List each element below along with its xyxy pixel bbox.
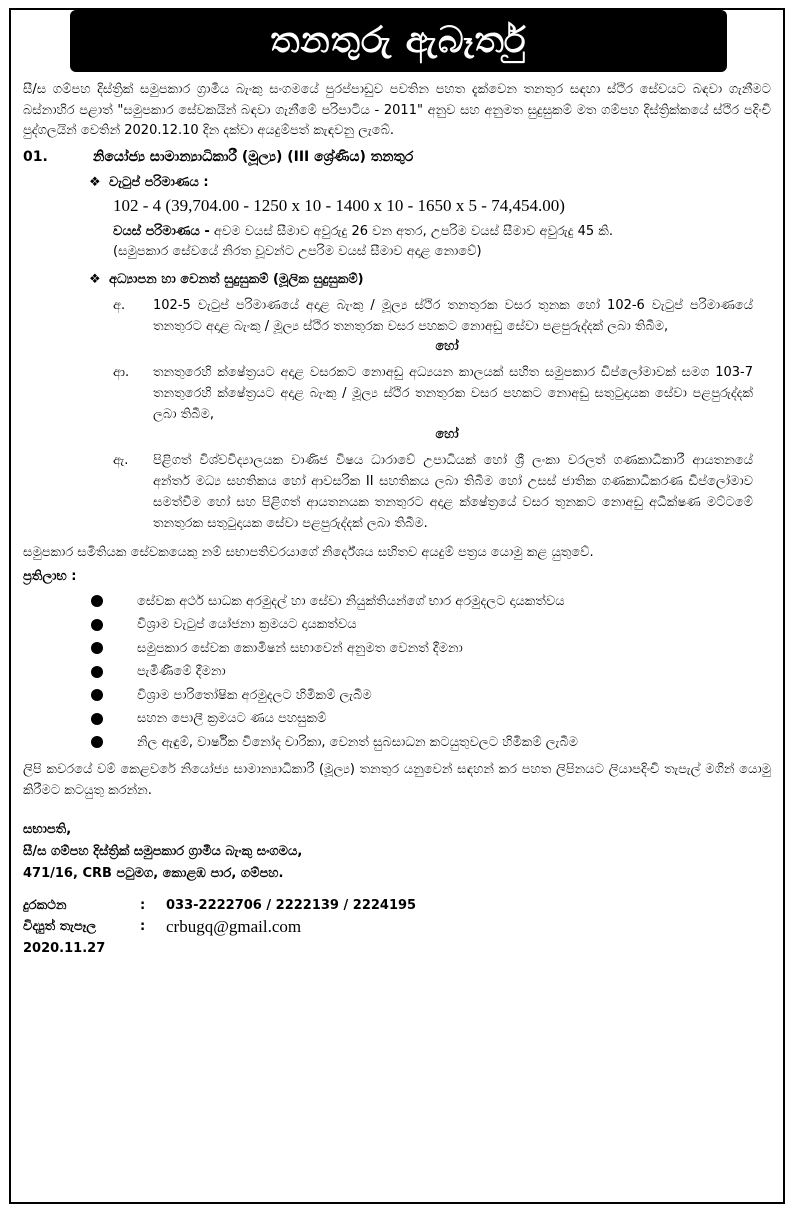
or-separator: හෝ — [435, 338, 459, 354]
bullet-icon — [91, 666, 103, 678]
list-item — [23, 613, 771, 637]
phone-numbers: 033-2222706 / 2222139 / 2224195 — [166, 898, 417, 913]
bullet-icon — [91, 736, 103, 748]
email-row — [23, 916, 771, 937]
list-item — [23, 637, 771, 661]
advertisement-page — [9, 8, 785, 1204]
page-title: තනතුරු ඇබෑර්තු — [70, 10, 727, 72]
age-text: අවම වයස් සීමාව අවුරුදු 26 වන අතර, උපරිම වයස් සීමාව අවුරුදු 45 කි. — [213, 223, 614, 239]
benefits-list — [23, 590, 771, 755]
option-letter: ආ. — [113, 364, 130, 380]
cooperative-note: සමුපකාර සමිතියක සේවකයෙකු නම් සභාපතිවරයාගේ නිර්දේශය සහිතව අයදුම් පත්‍රය යොමු කළ යුතුවේ. — [23, 544, 594, 560]
qualification-option — [23, 362, 771, 425]
closing-paragraph: ලිපි කවරයේ වම් කෙළවරේ නියෝජ්‍ය සාමාන්‍යාධිකාරී (මූල්‍ය) තනතුර යනුවෙන් සඳහන් කර පහත ලිපිනයට ලියාපදිංචි තැපැල් මගින් යොමු කිරීමට කටයුතු කරන්න. — [23, 762, 771, 798]
diamond-bullet-icon: ❖ — [89, 174, 101, 190]
age-requirement — [113, 222, 771, 262]
colon: : — [140, 919, 146, 934]
bullet-icon — [91, 642, 103, 654]
signatory-role: සභාපති, — [23, 822, 72, 837]
contact-block — [23, 895, 771, 937]
organization-address: 471/16, CRB පටුමග, කොළඹ පාර, ගම්පහ. — [23, 866, 284, 881]
benefit-text: සේවක අර්ථ සාධක අරමුදල් හා සේවා නියුක්තියන්ගේ භාර අරමුදලට දායකත්වය — [137, 593, 565, 609]
phone-label: දුරකථන — [23, 898, 67, 913]
benefit-text: සමුපකාර සේවක කොමිෂන් සභාවෙන් අනුමත වෙනත් දීමනා — [137, 640, 463, 656]
advertisement-body — [23, 80, 771, 956]
benefit-text: විශ්‍රාම පාරිතෝෂික අරමුදලට හිමිකම් ලැබීම — [137, 687, 372, 703]
email-label: විද්‍යුත් තැපෑල — [23, 919, 97, 934]
benefit-text: පැමිණීමේ දීමනා — [137, 664, 226, 680]
list-item — [23, 731, 771, 755]
salary-heading-row — [89, 175, 771, 190]
qualifications-heading: අධ්‍යාපන හා වෙනත් සුදුසුකම් (මූලික සුදුසුකම්) — [109, 271, 364, 287]
post-number: 01. — [23, 148, 48, 165]
colon: : — [140, 898, 146, 913]
publication-date: 2020.11.27 — [23, 941, 106, 956]
qualification-option — [23, 450, 771, 534]
signature-block — [23, 819, 771, 885]
option-letter: ඇ. — [113, 452, 129, 468]
benefits-heading: ප්‍රතිලාභ : — [23, 568, 77, 584]
age-label: වයස් පරිමාණය - — [113, 223, 210, 239]
benefit-text: විශ්‍රාම වැටුප් යෝජනා ක්‍රමයට දායකත්වය — [137, 617, 357, 633]
bullet-icon — [91, 689, 103, 701]
email-address[interactable]: crbugq@gmail.com — [166, 917, 302, 936]
list-item — [23, 684, 771, 708]
qualification-option — [23, 295, 771, 337]
benefit-text: නිල ඇඳුම්, වාර්ෂික විනෝද චාරිකා, වෙනත් සුබසාධන කටයුතුවලට හිමිකම් ලැබීම — [137, 734, 578, 750]
diamond-bullet-icon: ❖ — [89, 271, 101, 287]
bullet-icon — [91, 619, 103, 631]
option-text: පිළිගත් විශ්වවිද්‍යාලයක වාණිජ විෂය ධාරාවේ උපාධියක් හෝ ශ්‍රී ලංකා වරලත් ගණකාධිකාරී ආයතනයේ අන්තර් මධ්‍ය සහතිකය හෝ ආවසරික II සහතිකය ලබා තිබීම හෝ උසස් ජාතික ගණකාධිකරණ ඩිප්ලෝමාව සමත්වීම හෝ සහ පිළිගත් ආයතනයක තනතුරට අදාළ ක්ෂේත්‍රයේ වසර තුනකට නොඅඩු අධීක්ෂණ මට්ටමේ තනතුරක සතුටුදායක සේවා පළපුරුද්දක් ලබා තිබීම. — [153, 452, 753, 531]
bullet-icon — [91, 595, 103, 607]
salary-scale: 102 - 4 (39,704.00 - 1250 x 10 - 1400 x 10 - 1650 x 5 - 74,454.00) — [113, 195, 565, 215]
option-letter: අ. — [113, 297, 126, 313]
list-item — [23, 707, 771, 731]
salary-heading: වැටුප් පරිමාණය : — [109, 174, 209, 190]
list-item — [23, 590, 771, 614]
age-note: (සමුපකාර සේවයේ නිරත වූවන්ට උපරිම වයස් සීමාව අදාළ නොවේ) — [113, 243, 482, 259]
option-text: 102-5 වැටුප් පරිමාණයේ අදාළ බැංකු / මූල්‍ය ස්ථිර තනතුරක වසර තුනක හෝ 102-6 වැටුප් පරිමාණයේ තනතුරට අදාළ බැංකු / මූල්‍ය ස්ථිර තනතුරක වසර පහකට නොඅඩු සේවා පළපුරුද්දක් ලබා තිබීම, — [153, 297, 753, 334]
benefit-text: සහන පොලී ක්‍රමයට ණය පහසුකම් — [137, 711, 327, 727]
option-text: තනතුරෙහි ක්ෂේත්‍රයට අදාළ වසරකට නොඅඩු අධ්‍යයන කාලයක් සහිත සමුපකාර ඩිප්ලෝමාවක් සමග 103-7 තනතුරෙහි ක්ෂේත්‍රයට අදාළ බැංකු / මූල්‍ය ස්ථිර තනතුරක වසර පහකට නොඅඩු සතුටුදායක සේවා පළපුරුද්දක් ලබා තිබීම, — [153, 364, 753, 422]
intro-paragraph: සී/ස ගම්පහ දිස්ත්‍රික් සමුපකාර ග්‍රාමීය බැංකු සංගමයේ පුරප්පාඩුව පවතින පහත දැක්වෙන තනතුර සඳහා ස්ථිර සේවයට බඳවා ගැනීමට බස්නාහිර පළාත් "සමුපකාර සේවකයින් බඳවා ගැනීමේ පරිපාටිය - 2011" අනුව සහ අනුමත සුදුසුකම් මත ගම්පහ දිස්ත්‍රික්කයේ ස්ථිර පදිංචි පුද්ගලයින් වෙතින් 2020.12.10 දින දක්වා අයදුම්පත් කැඳවනු ලැබේ. — [23, 82, 771, 138]
bullet-icon — [91, 713, 103, 725]
phone-row — [23, 895, 771, 916]
post-heading — [23, 149, 771, 165]
list-item — [23, 660, 771, 684]
post-title: නියෝජ්‍ය සාමාන්‍යාධිකාරී (මූල්‍ය) (III ශ්‍රේණිය) තනතුර — [93, 148, 414, 165]
qualifications-heading-row — [89, 272, 771, 287]
or-separator: හෝ — [435, 426, 459, 442]
organization-name: සී/ස ගම්පහ දිස්ත්‍රික් සමුපකාර ග්‍රාමීය බැංකු සංගමය, — [23, 844, 303, 859]
